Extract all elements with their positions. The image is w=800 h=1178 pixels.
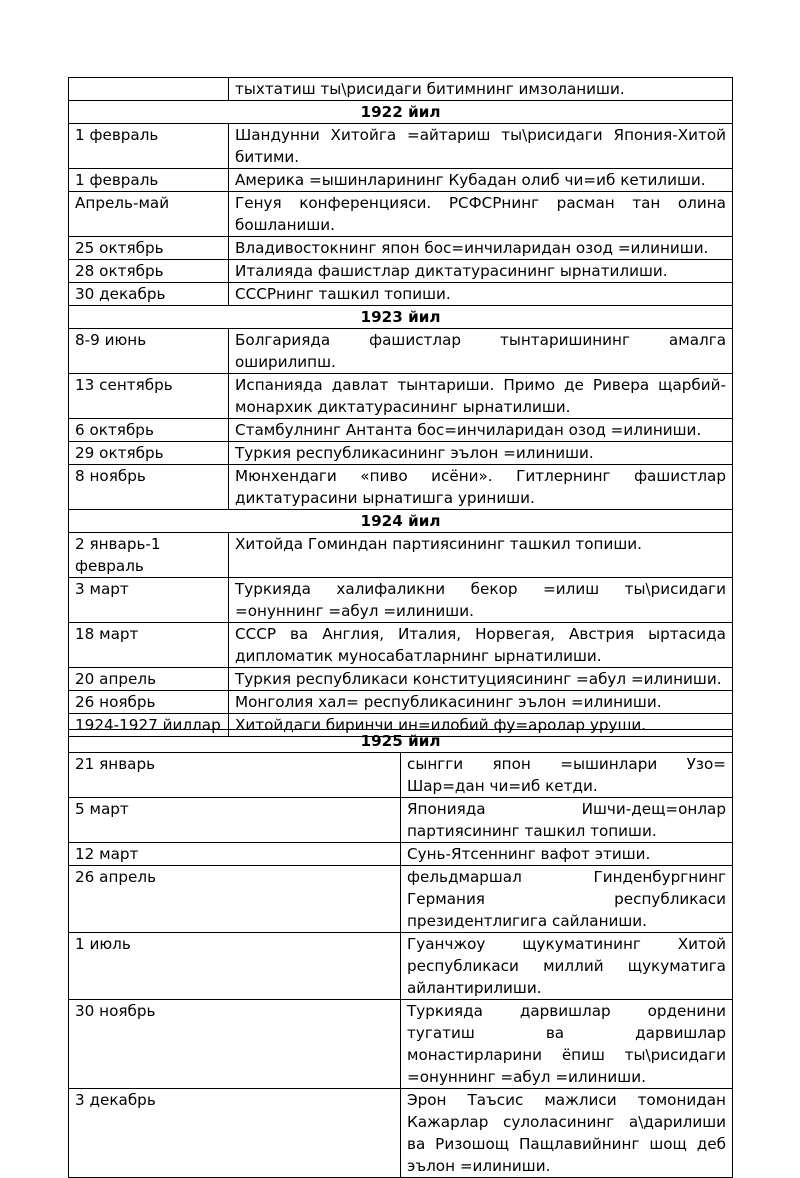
event-date: Апрель-май [69,192,229,237]
chronology-table-2-body [69,730,733,1178]
event-date: 8-9 июнь [69,329,229,374]
event-date: 13 сентябрь [69,374,229,419]
table-row [69,753,733,798]
chronology-table-2 [68,729,733,1178]
event-date [69,78,229,101]
event-date: 30 ноябрь [69,1000,401,1089]
event-text: Сунь-Ятсеннинг вафот этиши. [401,843,733,866]
year-header: 1923 йил [69,306,733,329]
year-header-row [69,510,733,533]
table-row [69,442,733,465]
event-text: Испанияда давлат тынтариши. Примо де Ривера щарбий-монархик диктатурасининг ырнатилиши. [229,374,733,419]
event-text: сынгги япон =ышинлари Узо= Шар=дан чи=иб кетди. [401,753,733,798]
event-text: Хитойда Гоминдан партиясининг ташкил топиши. [229,533,733,578]
event-text: СССР ва Англия, Италия, Норвегая, Австрия ыртасида дипломатик муносабатларнинг ырнатилиши. [229,623,733,668]
event-text: Туркия республикасининг эълон =илиниши. [229,442,733,465]
table-row [69,1089,733,1178]
table-row [69,933,733,1000]
event-date: 1 февраль [69,124,229,169]
event-text: Стамбулнинг Антанта бос=инчиларидан озод =илиниши. [229,419,733,442]
table-row [69,192,733,237]
table-row [69,465,733,510]
table-row [69,668,733,691]
event-text: Владивостокнинг япон бос=инчиларидан озод =илиниши. [229,237,733,260]
event-text: СССРнинг ташкил топиши. [229,283,733,306]
event-text: Туркияда халифаликни бекор =илиш ты\рисидаги =онуннинг =абул =илиниши. [229,578,733,623]
event-text: Туркия республикаси конституциясининг =абул =илиниши. [229,668,733,691]
table-row [69,124,733,169]
event-text: Монголия хал= республикасининг эълон =илиниши. [229,691,733,714]
table-row [69,578,733,623]
event-date: 2 январь-1 февраль [69,533,229,578]
event-text: Генуя конференцияси. РСФСРнинг расман тан олина бошланиши. [229,192,733,237]
event-date: 6 октябрь [69,419,229,442]
year-header-row [69,306,733,329]
event-date: 12 март [69,843,401,866]
event-text: Туркияда дарвишлар орденини тугатиш ва дарвишлар монастирларини ёпиш ты\рисидаги =онуннинг =абул =илиниши. [401,1000,733,1089]
event-date: 8 ноябрь [69,465,229,510]
year-header: 1924 йил [69,510,733,533]
event-text: Италияда фашистлар диктатурасининг ырнатилиши. [229,260,733,283]
table-row [69,329,733,374]
event-date: 28 октябрь [69,260,229,283]
year-header-row [69,101,733,124]
event-text: Болгарияда фашистлар тынтаришининг амалга оширилипш. [229,329,733,374]
table-row [69,419,733,442]
event-text: Хитойдаги биринчи ин=илобий фу=аролар уруши. [229,714,733,737]
event-date: 18 март [69,623,229,668]
event-date: 25 октябрь [69,237,229,260]
year-header-row [69,730,733,753]
event-text: тыхтатиш ты\рисидаги битимнинг имзоланиши. [229,78,733,101]
table-row [69,1000,733,1089]
event-date: 21 январь [69,753,401,798]
event-date: 5 март [69,798,401,843]
event-text: Эрон Таъсис мажлиси томонидан Кажарлар сулоласининг а\дарилиши ва Ризошощ Пащлавийнинг шощ деб эълон =илиниши. [401,1089,733,1178]
table-row [69,533,733,578]
event-date: 26 апрель [69,866,401,933]
table-row [69,283,733,306]
event-date: 1924-1927 йиллар [69,714,229,737]
event-date: 26 ноябрь [69,691,229,714]
year-header: 1925 йил [69,730,733,753]
table-row [69,798,733,843]
event-date: 30 декабрь [69,283,229,306]
event-date: 29 октябрь [69,442,229,465]
year-header: 1922 йил [69,101,733,124]
table-row [69,866,733,933]
event-date: 3 март [69,578,229,623]
event-text: Гуанчжоу щукуматининг Хитой республикаси миллий щукуматига айлантирилиши. [401,933,733,1000]
event-text: Шандунни Хитойга =айтариш ты\рисидаги Япония-Хитой битими. [229,124,733,169]
event-date: 1 февраль [69,169,229,192]
table-row [69,843,733,866]
table-row [69,78,733,101]
event-text: Америка =ышинларининг Кубадан олиб чи=иб кетилиши. [229,169,733,192]
table-row [69,169,733,192]
event-date: 1 июль [69,933,401,1000]
table-row [69,260,733,283]
event-text: фельдмаршал Гинденбургнинг Германия республикаси президентлигига сайланиши. [401,866,733,933]
event-text: Японияда Ишчи-дещ=онлар партиясининг ташкил топиши. [401,798,733,843]
table-row [69,623,733,668]
table-row [69,691,733,714]
event-date: 3 декабрь [69,1089,401,1178]
chronology-table-1 [68,77,733,737]
event-date: 20 апрель [69,668,229,691]
chronology-table-1-body [69,78,733,737]
event-text: Мюнхендаги «пиво исёни». Гитлернинг фашистлар диктатурасини ырнатишга уриниши. [229,465,733,510]
table-row [69,374,733,419]
table-row [69,237,733,260]
